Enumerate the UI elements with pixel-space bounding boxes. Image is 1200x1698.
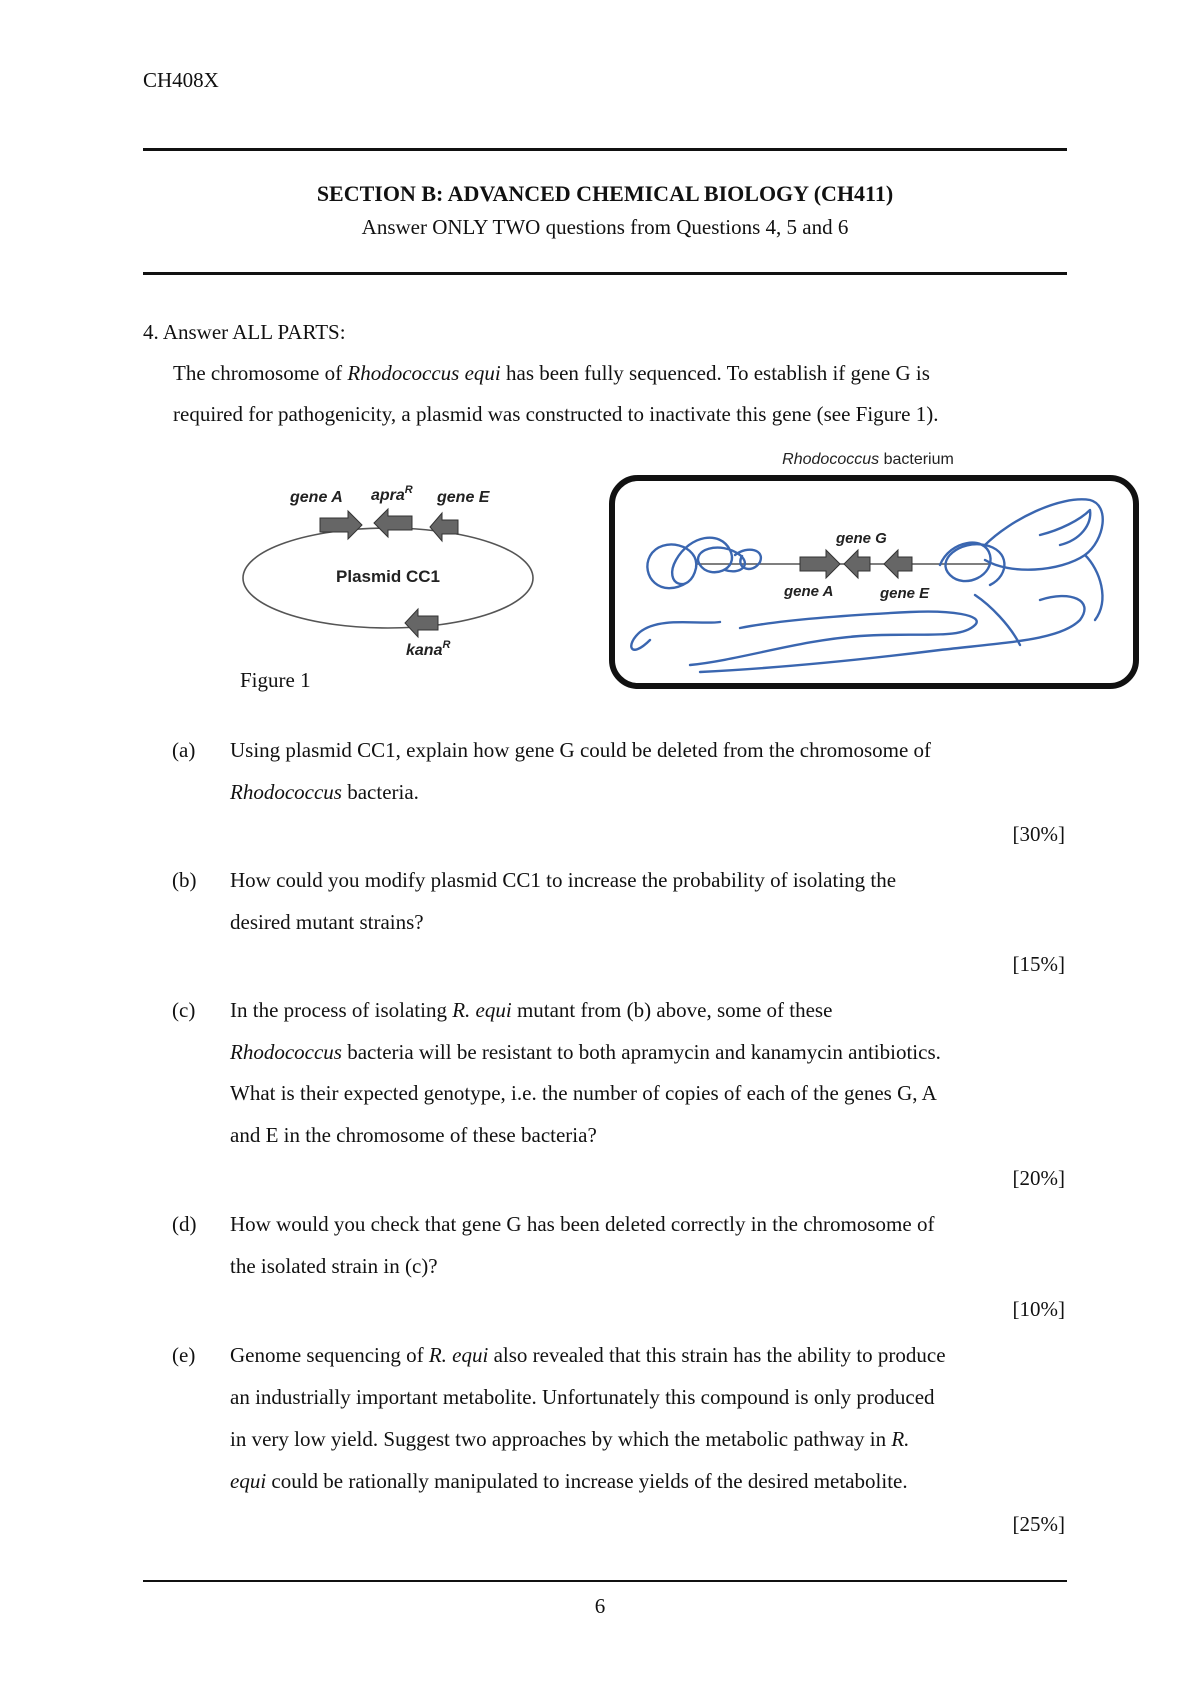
figure-caption: Figure 1 bbox=[240, 668, 311, 692]
chromosome-gene-e-arrow bbox=[884, 550, 912, 578]
plasmid-gene-a-arrow bbox=[320, 511, 362, 539]
part-e-line-3: in very low yield. Suggest two approaches by which the metabolic pathway in R. bbox=[230, 1427, 910, 1451]
plasmid-kana-label: kana$^R$ bbox=[406, 639, 451, 659]
plasmid-gene-e-label: gene E bbox=[437, 489, 490, 506]
part-c-letter: (c) bbox=[172, 998, 196, 1022]
bacterium-title: Rhodococcus bacterium bbox=[782, 451, 954, 468]
part-c-mark: [20%] bbox=[1012, 1166, 1065, 1190]
figure-1 bbox=[0, 0, 1200, 720]
chromosome-gene-g-arrow bbox=[844, 550, 870, 578]
part-c-line-2: Rhodococcus bacteria will be resistant to both apramycin and kanamycin antibiotics. bbox=[230, 1040, 941, 1064]
question-intro-line-2: required for pathogenicity, a plasmid was constructed to inactivate this gene (see Figure 1). bbox=[173, 402, 939, 426]
footer-divider bbox=[143, 1580, 1067, 1582]
part-a-line-1: Using plasmid CC1, explain how gene G could be deleted from the chromosome of bbox=[230, 738, 932, 762]
part-a-letter: (a) bbox=[172, 738, 196, 762]
bacterium-diagram bbox=[612, 451, 1136, 686]
part-c-line-3: What is their expected genotype, i.e. the number of copies of each of the genes G, A bbox=[230, 1081, 937, 1105]
handwritten-scribble bbox=[631, 499, 1102, 672]
part-d-line-1: How would you check that gene G has been deleted correctly in the chromosome of bbox=[230, 1212, 935, 1236]
plasmid-diagram bbox=[243, 484, 533, 659]
part-e-line-2: an industrially important metabolite. Unfortunately this compound is only produced bbox=[230, 1385, 935, 1409]
plasmid-apra-label: apra$^R$ bbox=[371, 484, 413, 504]
bacterium-cell-outline bbox=[612, 478, 1136, 686]
section-title: SECTION B: ADVANCED CHEMICAL BIOLOGY (CH411) bbox=[316, 181, 894, 206]
part-c-line-1: In the process of isolating R. equi mutant from (b) above, some of these bbox=[230, 998, 833, 1022]
part-e-letter: (e) bbox=[172, 1343, 196, 1367]
part-b-line-1: How could you modify plasmid CC1 to increase the probability of isolating the bbox=[230, 868, 897, 892]
chromosome-gene-a-arrow bbox=[800, 550, 840, 578]
paper-code: CH408X bbox=[143, 68, 219, 92]
part-b-letter: (b) bbox=[172, 868, 197, 892]
part-e-line-1: Genome sequencing of R. equi also revealed that this strain has the ability to produce bbox=[230, 1343, 946, 1367]
plasmid-label: Plasmid CC1 bbox=[336, 567, 440, 586]
chromosome-gene-e-label: gene E bbox=[880, 585, 930, 602]
section-instruction: Answer ONLY TWO questions from Questions 4, 5 and 6 bbox=[361, 215, 849, 239]
part-c-line-4: and E in the chromosome of these bacteria? bbox=[230, 1123, 597, 1147]
chromosome-gene-a-label: gene A bbox=[784, 583, 834, 600]
part-d-mark: [10%] bbox=[1012, 1297, 1065, 1321]
part-d-line-2: the isolated strain in (c)? bbox=[230, 1254, 438, 1278]
part-d-letter: (d) bbox=[172, 1212, 197, 1236]
part-a-mark: [30%] bbox=[1012, 822, 1065, 846]
plasmid-gene-e-arrow bbox=[430, 513, 458, 541]
plasmid-apra-arrow bbox=[374, 509, 412, 537]
part-a-line-2: Rhodococcus bacteria. bbox=[230, 780, 419, 804]
plasmid-kana-arrow bbox=[405, 609, 438, 637]
part-b-line-2: desired mutant strains? bbox=[230, 910, 424, 934]
part-e-line-4: equi could be rationally manipulated to increase yields of the desired metabolite. bbox=[230, 1469, 908, 1493]
page-number: 6 bbox=[594, 1594, 606, 1618]
chromosome-gene-g-label: gene G bbox=[836, 530, 887, 547]
question-intro-line-1: The chromosome of Rhodococcus equi has been fully sequenced. To establish if gene G is bbox=[173, 361, 930, 385]
part-b-mark: [15%] bbox=[1012, 952, 1065, 976]
part-e-mark: [25%] bbox=[1012, 1512, 1065, 1536]
plasmid-gene-a-label: gene A bbox=[290, 489, 343, 506]
question-heading: 4. Answer ALL PARTS: bbox=[143, 320, 346, 344]
